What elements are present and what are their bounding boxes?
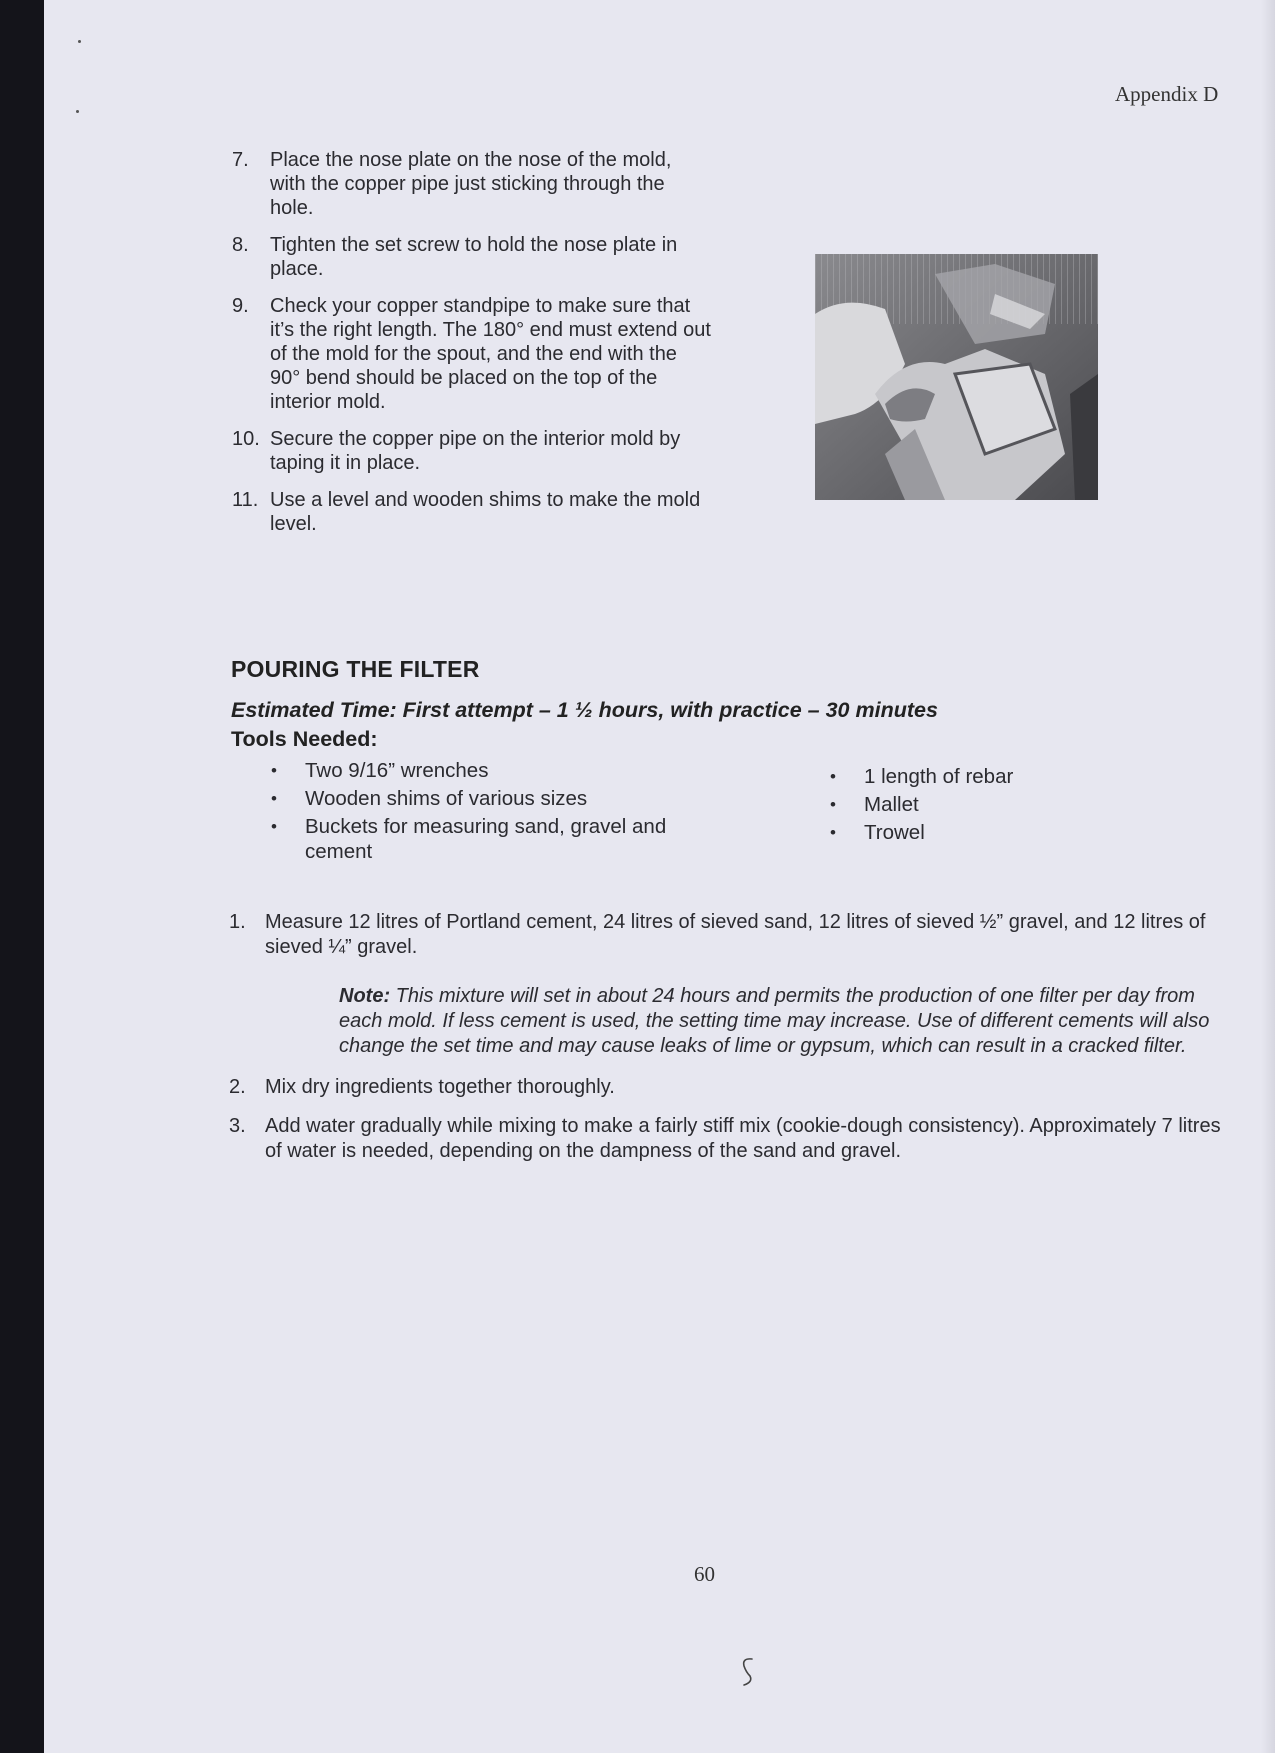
bullet-icon: • xyxy=(271,817,277,836)
list-item xyxy=(826,764,1126,789)
mold-photo-illustration xyxy=(815,254,1098,500)
tool-text: 1 length of rebar xyxy=(864,765,1014,788)
list-item xyxy=(232,294,712,414)
step-number: 9. xyxy=(232,295,249,317)
page-edge-shadow xyxy=(1261,0,1275,1753)
list-item xyxy=(232,488,712,536)
step-text: Secure the copper pipe on the interior mold by taping it in place. xyxy=(270,428,681,474)
list-item xyxy=(229,1114,1229,1164)
step-text: Add water gradually while mixing to make a fairly stiff mix (cookie-dough consistency). Approximately 7 litres of water is needed, depending on the dampness of the sand and gravel. xyxy=(265,1115,1221,1162)
step-number: 1. xyxy=(229,911,246,933)
list-item xyxy=(232,233,712,281)
list-item xyxy=(267,814,667,864)
tools-needed-label: Tools Needed: xyxy=(231,727,378,751)
list-item xyxy=(229,910,1229,960)
tool-text: Buckets for measuring sand, gravel and cement xyxy=(305,815,667,863)
step-number: 8. xyxy=(232,234,249,256)
tool-text: Trowel xyxy=(864,821,925,844)
estimated-time: Estimated Time: First attempt – 1 ½ hours, with practice – 30 minutes xyxy=(231,698,938,722)
list-item xyxy=(267,786,667,811)
note-label: Note: xyxy=(339,985,391,1007)
mold-photo xyxy=(815,254,1098,500)
list-item xyxy=(232,148,712,220)
bullet-icon: • xyxy=(271,789,277,808)
step-text: Measure 12 litres of Portland cement, 24 litres of sieved sand, 12 litres of sieved ½” gravel, and 12 litres of sieved ¼” gravel. xyxy=(265,911,1206,958)
pouring-steps-list xyxy=(229,910,1229,1164)
tools-list-left xyxy=(267,758,667,867)
scan-speck xyxy=(76,110,79,113)
bullet-icon: • xyxy=(830,767,836,786)
list-item xyxy=(267,758,667,783)
tool-text: Two 9/16” wrenches xyxy=(305,759,489,782)
section-heading: POURING THE FILTER xyxy=(231,656,480,682)
step-number: 2. xyxy=(229,1076,246,1098)
list-item xyxy=(229,1075,1229,1100)
list-item xyxy=(232,427,712,475)
list-item xyxy=(826,820,1126,845)
step-text: Check your copper standpipe to make sure that it’s the right length. The 180° end must extend out of the mold for the spout, and the end with the 90° bend should be placed on the top of the interior mold. xyxy=(270,295,711,413)
page-number: 60 xyxy=(694,1562,715,1586)
step-number: 11. xyxy=(232,489,259,511)
step-number: 3. xyxy=(229,1115,246,1137)
list-item xyxy=(826,792,1126,817)
bullet-icon: • xyxy=(830,795,836,814)
bullet-icon: • xyxy=(271,761,277,780)
bullet-icon: • xyxy=(830,823,836,842)
step-text: Use a level and wooden shims to make the mold level. xyxy=(270,489,701,535)
tool-text: Wooden shims of various sizes xyxy=(305,787,588,810)
document-page xyxy=(44,0,1275,1753)
tools-list-right xyxy=(826,764,1126,848)
note-block xyxy=(339,984,1229,1059)
handwritten-mark-icon xyxy=(738,1656,756,1688)
assembly-steps-list xyxy=(232,148,712,549)
step-number: 10. xyxy=(232,428,260,450)
tool-text: Mallet xyxy=(864,793,919,816)
step-text: Place the nose plate on the nose of the mold, with the copper pipe just sticking through the hole. xyxy=(270,149,672,219)
note-text: This mixture will set in about 24 hours and permits the production of one filter per day from each mold. If less cement is used, the setting time may increase. Use of different cements will also change the set time and may cause leaks of lime or gypsum, which can result in a cracked filter. xyxy=(339,985,1210,1057)
scan-speck xyxy=(78,40,81,43)
step-text: Mix dry ingredients together thoroughly. xyxy=(265,1076,615,1098)
step-text: Tighten the set screw to hold the nose plate in place. xyxy=(270,234,678,280)
step-number: 7. xyxy=(232,149,249,171)
appendix-label: Appendix D xyxy=(1115,82,1219,106)
